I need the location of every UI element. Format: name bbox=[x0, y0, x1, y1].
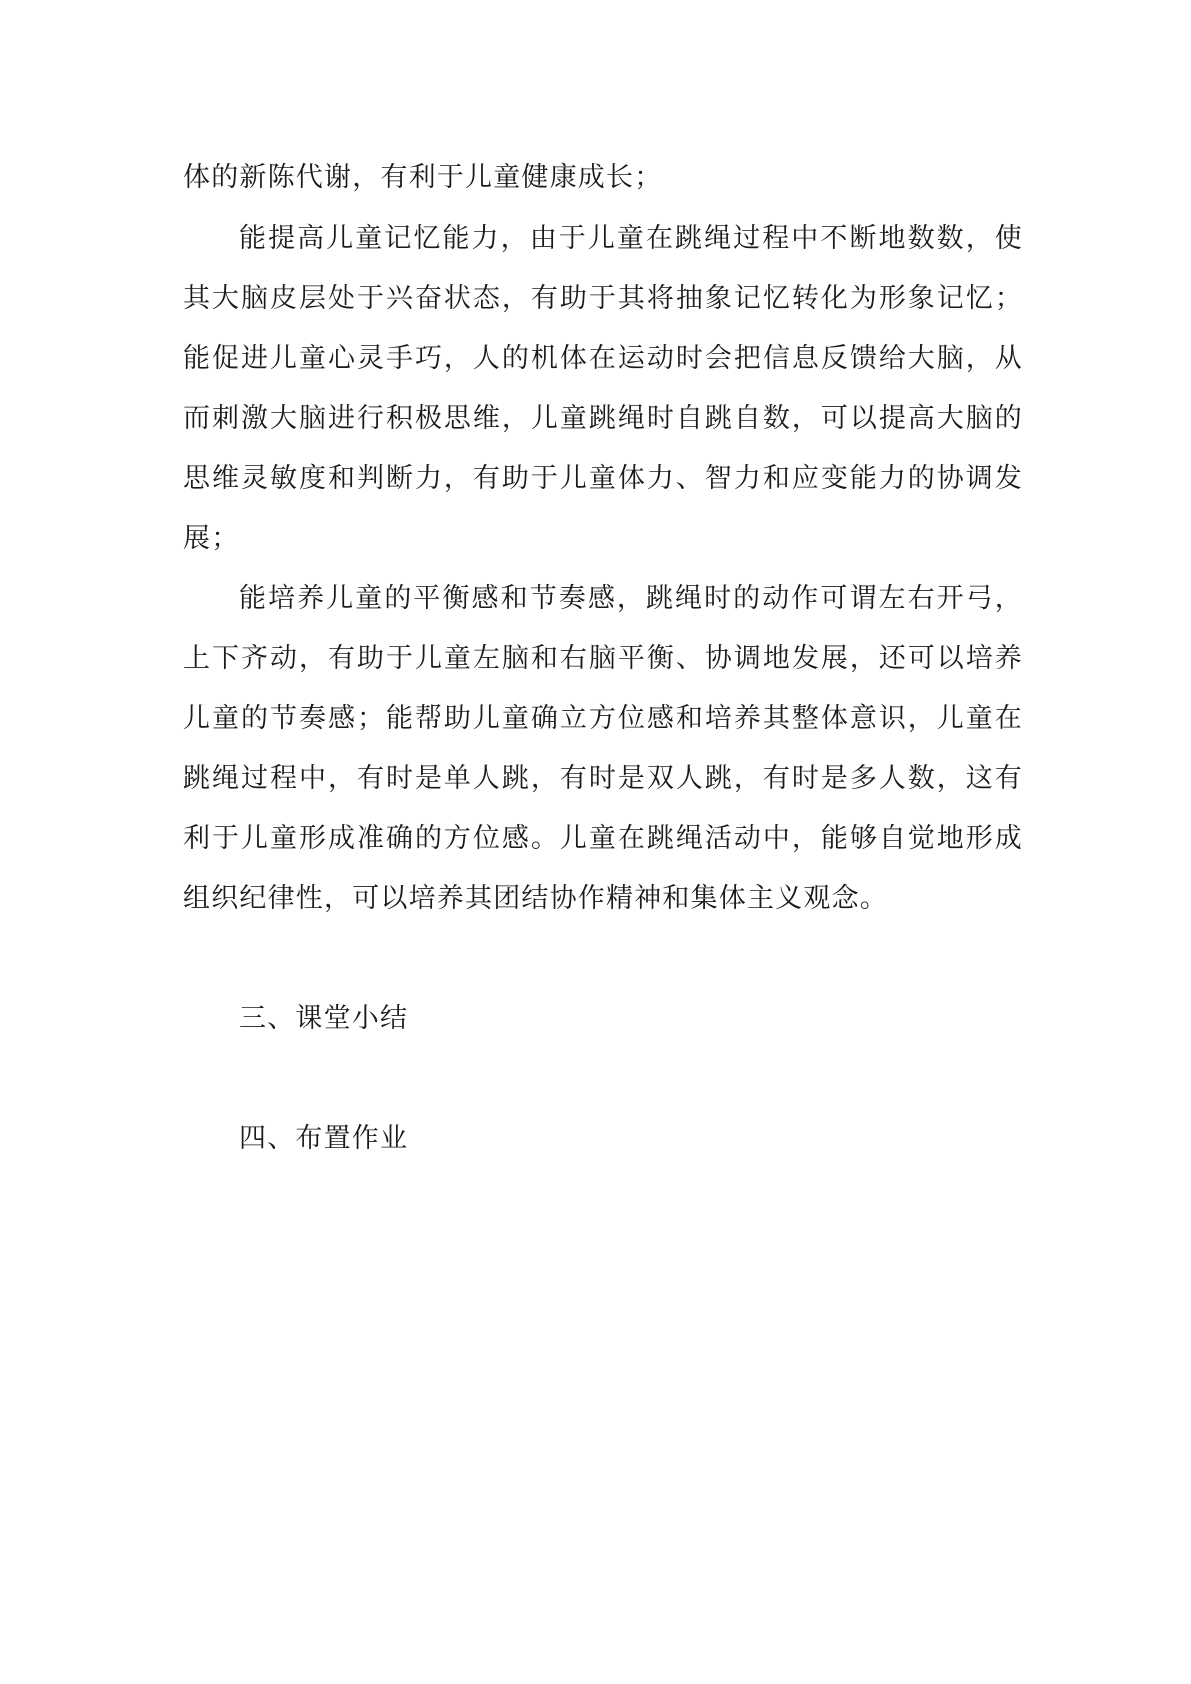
paragraph-line: 其大脑皮层处于兴奋状态，有助于其将抽象记忆转化为形象记忆； bbox=[183, 283, 1023, 314]
section-heading-homework: 四、布置作业 bbox=[239, 1123, 409, 1154]
paragraph-line: 思维灵敏度和判断力，有助于儿童体力、智力和应变能力的协调发 bbox=[183, 463, 1023, 494]
paragraph-line: 组织纪律性，可以培养其团结协作精神和集体主义观念。 bbox=[183, 883, 888, 914]
paragraph-line: 跳绳过程中，有时是单人跳，有时是双人跳，有时是多人数，这有 bbox=[183, 763, 1023, 794]
paragraph-line: 而刺激大脑进行积极思维，儿童跳绳时自跳自数，可以提高大脑的 bbox=[183, 403, 1023, 434]
paragraph-line: 能提高儿童记忆能力，由于儿童在跳绳过程中不断地数数，使 bbox=[239, 223, 1023, 254]
paragraph-line: 儿童的节奏感；能帮助儿童确立方位感和培养其整体意识，儿童在 bbox=[183, 703, 1023, 734]
paragraph-line: 体的新陈代谢，有利于儿童健康成长； bbox=[183, 162, 663, 193]
paragraph-line: 上下齐动，有助于儿童左脑和右脑平衡、协调地发展，还可以培养 bbox=[183, 643, 1023, 674]
paragraph-line: 能促进儿童心灵手巧，人的机体在运动时会把信息反馈给大脑，从 bbox=[183, 343, 1023, 374]
paragraph-line: 能培养儿童的平衡感和节奏感，跳绳时的动作可谓左右开弓， bbox=[239, 583, 1023, 614]
section-heading-summary: 三、课堂小结 bbox=[239, 1003, 409, 1034]
paragraph-line: 展； bbox=[183, 523, 240, 554]
paragraph-line: 利于儿童形成准确的方位感。儿童在跳绳活动中，能够自觉地形成 bbox=[183, 823, 1023, 854]
